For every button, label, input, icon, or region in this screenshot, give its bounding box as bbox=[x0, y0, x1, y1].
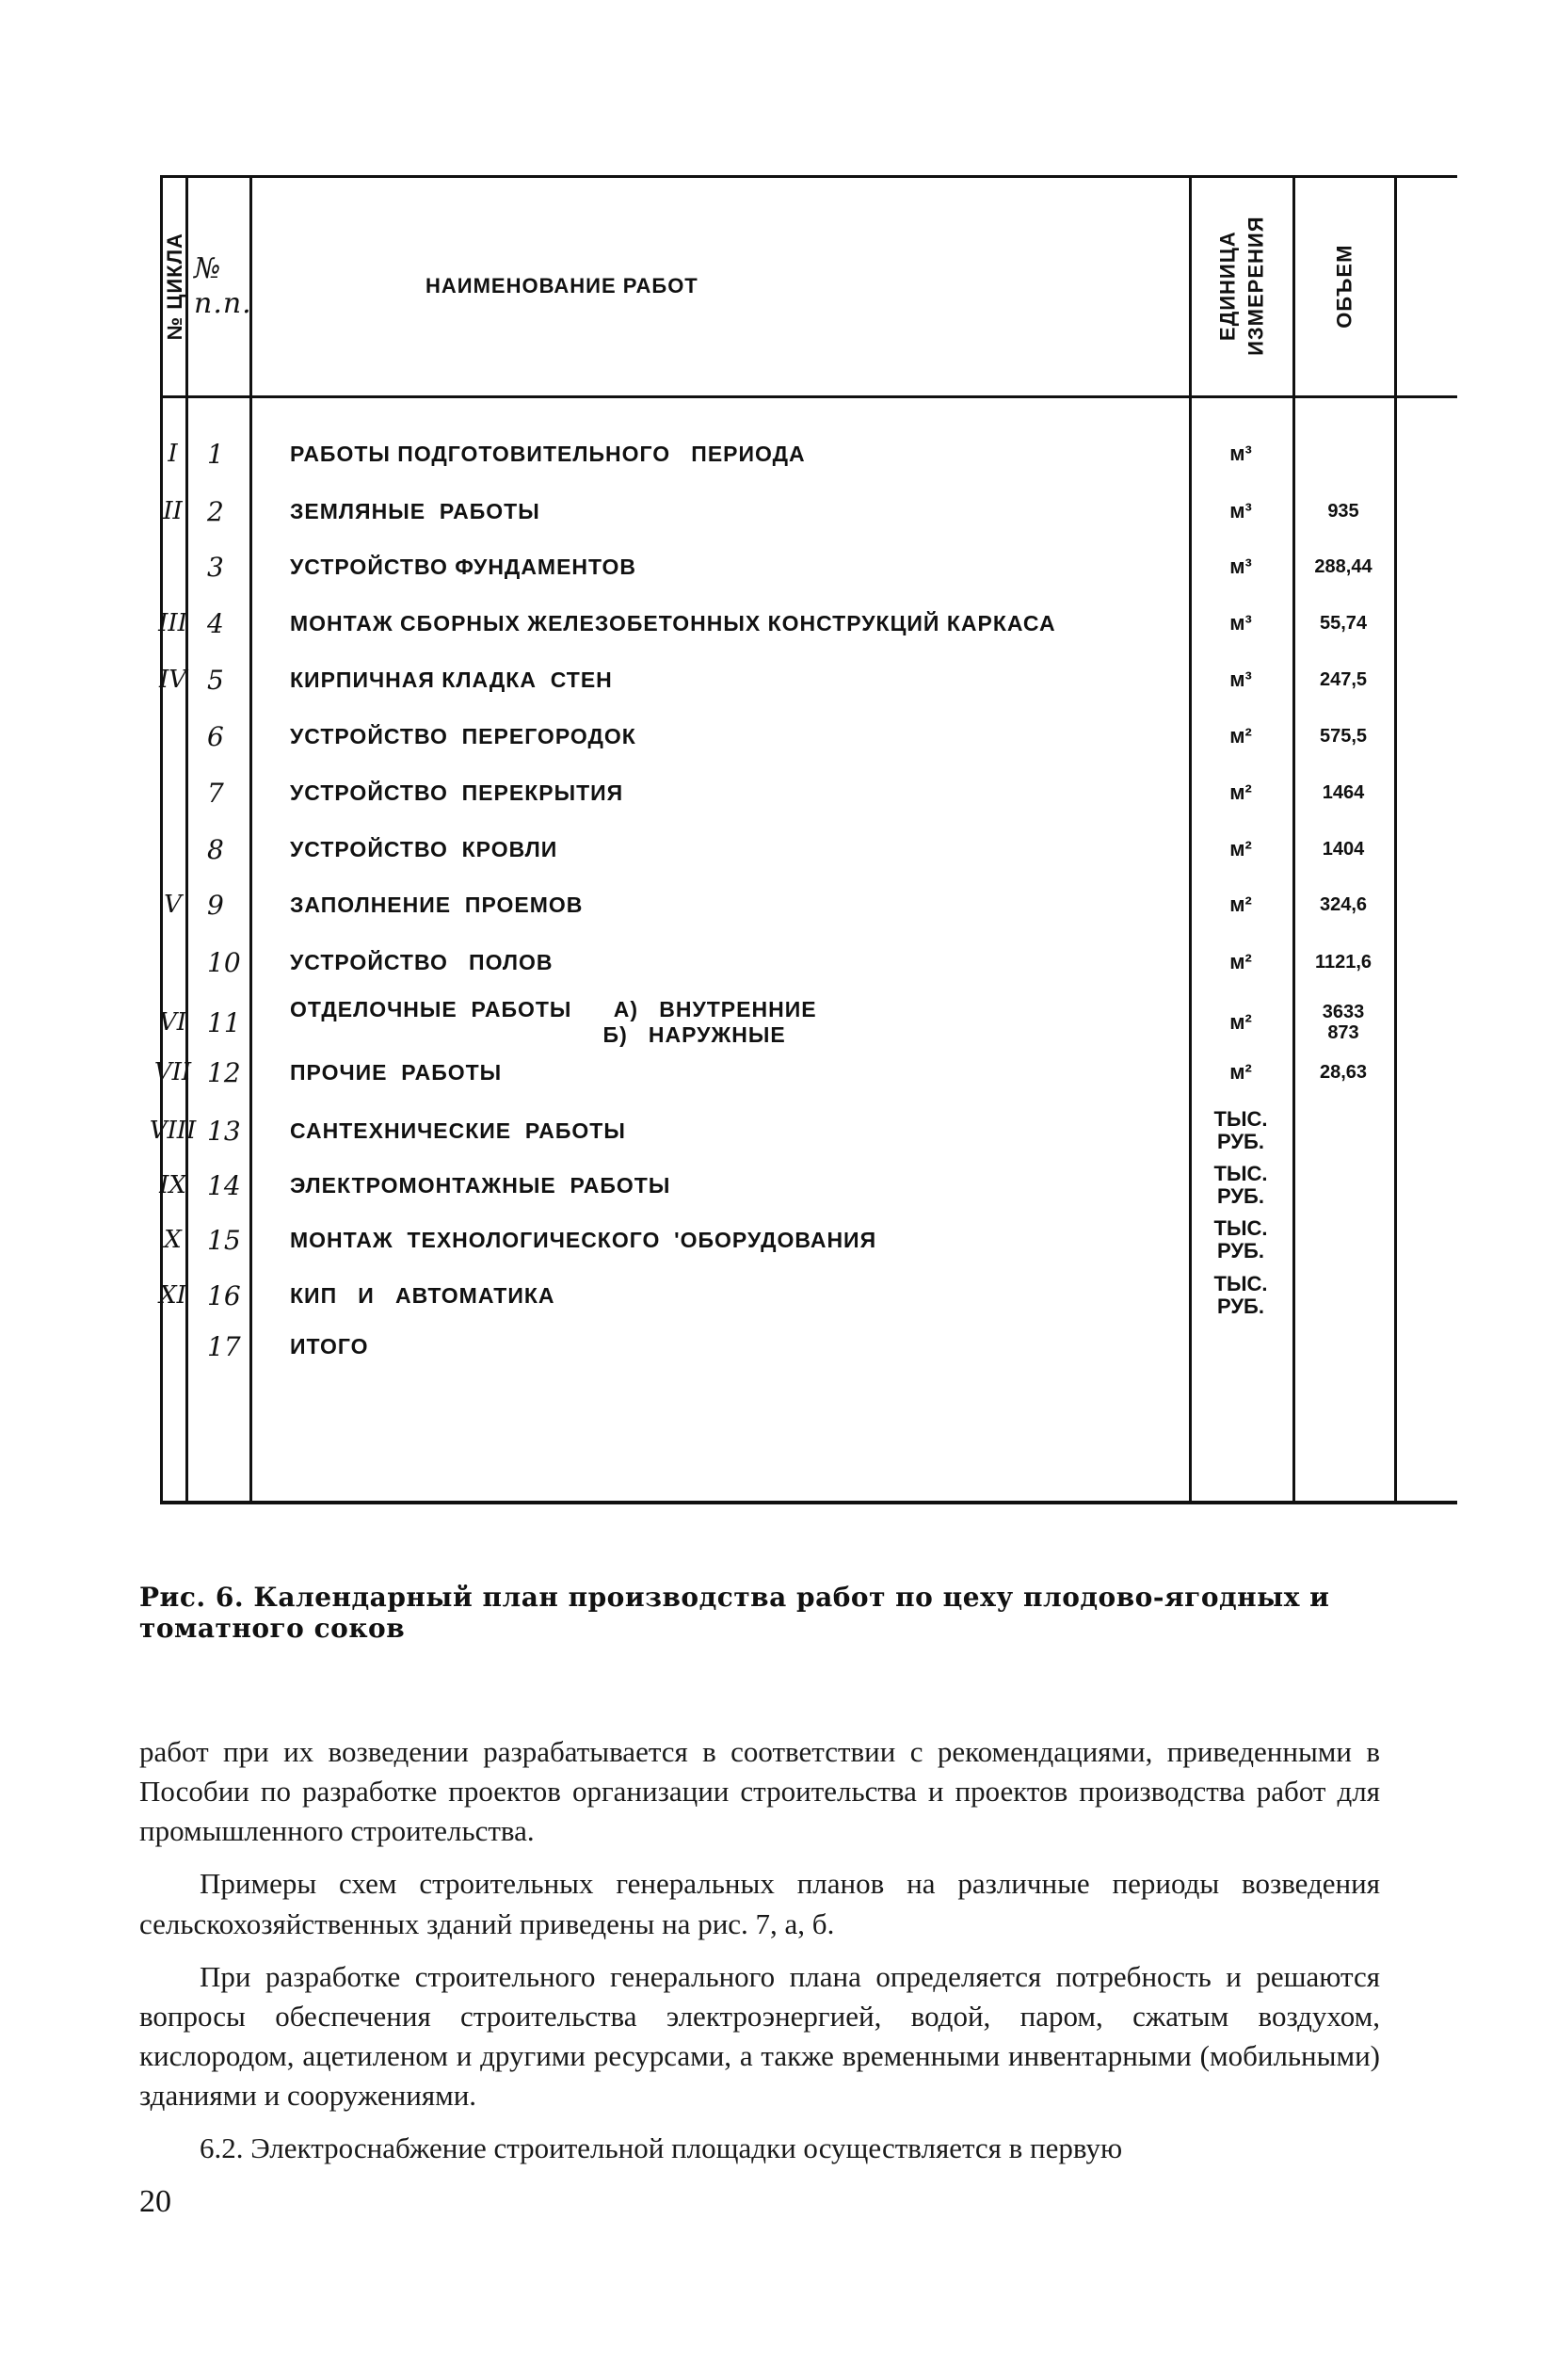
cycle-cell: XI bbox=[159, 1281, 186, 1310]
volume-cell bbox=[1292, 425, 1394, 483]
volume-cell: 575,5 bbox=[1319, 726, 1368, 747]
volume-cell: 1121,6 bbox=[1314, 952, 1372, 973]
table-row bbox=[160, 764, 1457, 822]
header-num-line2: п.п. bbox=[194, 287, 252, 320]
header-cycle: № ЦИКЛА bbox=[162, 232, 186, 341]
item-number-cell: 16 bbox=[207, 1279, 241, 1311]
unit-cell: м² bbox=[1229, 949, 1252, 973]
work-name-cell: МОНТАЖ ТЕХНОЛОГИЧЕСКОГО 'ОБОРУДОВАНИЯ bbox=[290, 1227, 877, 1252]
volume-cell bbox=[1292, 1317, 1394, 1375]
table-row bbox=[160, 876, 1457, 934]
unit-cell: м² bbox=[1229, 723, 1252, 748]
cycle-cell: II bbox=[163, 497, 183, 525]
header-volume: ОБЪЕМ bbox=[1332, 244, 1356, 329]
work-name-cell: РАБОТЫ ПОДГОТОВИТЕЛЬНОГО ПЕРИОДА bbox=[290, 441, 806, 466]
paragraph: При разработке строительного генерального плана определяется потребность и решаются вопросы обеспечения строительства электроэнергией, водой, паром, сжатым воздухом, кислородом, ацетиленом и другими ресурсами, а также временными инвентарными (мобильными) зданиями и сооружениями. bbox=[139, 1959, 1380, 2113]
item-number-cell: 4 bbox=[207, 607, 224, 639]
cycle-cell: VI bbox=[158, 1008, 187, 1037]
work-name-cell: УСТРОЙСТВО КРОВЛИ bbox=[290, 836, 558, 861]
item-number-cell: 17 bbox=[207, 1330, 241, 1362]
body-text bbox=[139, 1732, 1380, 2182]
cycle-cell bbox=[160, 538, 185, 596]
item-number-cell: 13 bbox=[207, 1115, 241, 1147]
item-number-cell: 8 bbox=[207, 833, 224, 865]
unit-cell bbox=[1189, 1317, 1292, 1375]
table-row bbox=[160, 594, 1457, 652]
unit-cell: м³ bbox=[1229, 441, 1252, 465]
table-row bbox=[160, 707, 1457, 765]
work-name-cell: УСТРОЙСТВО ПЕРЕГОРОДОК bbox=[290, 723, 636, 748]
item-number-cell: 7 bbox=[207, 777, 224, 809]
table-header-divider bbox=[160, 395, 1457, 398]
unit-cell: ТЫС. РУБ. bbox=[1213, 1271, 1268, 1318]
cycle-cell: IV bbox=[158, 666, 187, 694]
table-row bbox=[160, 482, 1457, 540]
table-row bbox=[160, 425, 1457, 483]
work-name-cell: ЭЛЕКТРОМОНТАЖНЫЕ РАБОТЫ bbox=[290, 1172, 671, 1198]
cycle-cell: VII bbox=[153, 1058, 192, 1086]
volume-cell: 1464 bbox=[1322, 782, 1365, 803]
header-num-line1: № bbox=[194, 251, 222, 285]
unit-cell: м² bbox=[1229, 892, 1252, 916]
cycle-cell bbox=[160, 707, 185, 765]
paragraph: Примеры схем строительных генеральных планов на различные периоды возведения сельскохозяйственных зданий приведены на рис. 7, а, б. bbox=[139, 1867, 1380, 1940]
unit-cell: м² bbox=[1229, 1009, 1252, 1034]
volume-cell: 288,44 bbox=[1314, 556, 1372, 577]
work-name-cell: ЗЕМЛЯНЫЕ РАБОТЫ bbox=[290, 498, 540, 523]
volume-cell: 55,74 bbox=[1319, 613, 1368, 634]
item-number-cell: 12 bbox=[207, 1056, 241, 1088]
work-name-cell: САНТЕХНИЧЕСКИЕ РАБОТЫ bbox=[290, 1118, 626, 1143]
paragraph: работ при их возведении разрабатывается в соответствии с рекомендациями, приведенными в Пособии по разработке проектов организации строительства и проектов производства работ для промышленного строительства. bbox=[139, 1735, 1380, 1848]
cycle-cell: I bbox=[168, 440, 178, 468]
cycle-cell bbox=[160, 933, 185, 991]
header-work-name: НАИМЕНОВАНИЕ РАБОТ bbox=[425, 274, 698, 298]
work-name-cell: КИП И АВТОМАТИКА bbox=[290, 1282, 555, 1308]
table-row bbox=[160, 820, 1457, 878]
item-number-cell: 1 bbox=[207, 438, 224, 470]
work-name-cell: ИТОГО bbox=[290, 1333, 369, 1359]
item-number-cell: 14 bbox=[207, 1169, 241, 1201]
unit-cell: м³ bbox=[1229, 554, 1252, 578]
unit-cell: м² bbox=[1229, 1059, 1252, 1084]
work-name-cell: УСТРОЙСТВО ФУНДАМЕНТОВ bbox=[290, 554, 637, 579]
page-number: 20 bbox=[139, 2184, 171, 2219]
table-row bbox=[160, 1317, 1457, 1375]
volume-cell: 28,63 bbox=[1319, 1062, 1368, 1083]
work-name-cell: МОНТАЖ СБОРНЫХ ЖЕЛЕЗОБЕТОННЫХ КОНСТРУКЦИЙ КАРКАСА bbox=[290, 610, 1056, 635]
unit-cell: ТЫС. РУБ. bbox=[1213, 1106, 1268, 1153]
paragraph: 6.2. Электроснабжение строительной площадки осуществляется в первую bbox=[200, 2131, 1123, 2165]
cycle-cell: X bbox=[164, 1226, 182, 1254]
header-unit-line2: ИЗМЕРЕНИЯ bbox=[1244, 216, 1268, 357]
work-name-cell: ПРОЧИЕ РАБОТЫ bbox=[290, 1059, 503, 1085]
unit-cell: м³ bbox=[1229, 610, 1252, 635]
work-name-cell: УСТРОЙСТВО ПОЛОВ bbox=[290, 949, 554, 974]
header-unit-line1: ЕДИНИЦА bbox=[1215, 231, 1240, 342]
volume-cell: 324,6 bbox=[1319, 894, 1368, 915]
cycle-cell: IX bbox=[159, 1171, 186, 1199]
unit-cell: м³ bbox=[1229, 667, 1252, 691]
figure-caption: Рис. 6. Календарный план производства работ по цеху плодово-ягодных и томатного соков bbox=[139, 1582, 1330, 1645]
work-name-cell: УСТРОЙСТВО ПЕРЕКРЫТИЯ bbox=[290, 780, 624, 805]
item-number-cell: 11 bbox=[207, 1006, 241, 1038]
header-item-number bbox=[188, 178, 254, 394]
cycle-cell bbox=[160, 764, 185, 822]
work-schedule-table bbox=[149, 175, 1457, 1504]
work-name-cell: КИРПИЧНАЯ КЛАДКА СТЕН bbox=[290, 667, 613, 692]
header-unit bbox=[1192, 178, 1292, 394]
unit-cell: ТЫС. РУБ. bbox=[1213, 1215, 1268, 1262]
item-number-cell: 10 bbox=[207, 946, 241, 978]
cycle-cell bbox=[160, 1317, 185, 1375]
cycle-cell: VIII bbox=[149, 1117, 197, 1145]
item-number-cell: 2 bbox=[207, 495, 224, 527]
table-row bbox=[160, 651, 1457, 709]
volume-cell: 247,5 bbox=[1319, 669, 1368, 690]
table-bottom-border bbox=[160, 1501, 1457, 1504]
table-row bbox=[160, 933, 1457, 991]
item-number-cell: 5 bbox=[207, 664, 224, 696]
volume-cell: 935 bbox=[1327, 501, 1359, 522]
cycle-cell bbox=[160, 820, 185, 878]
item-number-cell: 9 bbox=[207, 889, 224, 921]
table-row bbox=[160, 538, 1457, 596]
unit-cell: м² bbox=[1229, 836, 1252, 860]
table-row bbox=[153, 1043, 1457, 1102]
volume-cell: 1404 bbox=[1322, 839, 1365, 860]
work-name-cell: ЗАПОЛНЕНИЕ ПРОЕМОВ bbox=[290, 892, 584, 917]
work-name-cell: ОТДЕЛОЧНЫЕ РАБОТЫ А) ВНУТРЕННИЕ Б) НАРУЖНЫЕ bbox=[290, 997, 817, 1047]
item-number-cell: 6 bbox=[207, 720, 224, 752]
unit-cell: ТЫС. РУБ. bbox=[1213, 1161, 1268, 1208]
item-number-cell: 3 bbox=[207, 551, 224, 583]
unit-cell: м² bbox=[1229, 780, 1252, 804]
cycle-cell: V bbox=[164, 891, 182, 919]
unit-cell: м³ bbox=[1229, 498, 1252, 523]
volume-cell: 3633 873 bbox=[1322, 1002, 1365, 1043]
cycle-cell: III bbox=[158, 609, 187, 637]
item-number-cell: 15 bbox=[207, 1224, 241, 1256]
